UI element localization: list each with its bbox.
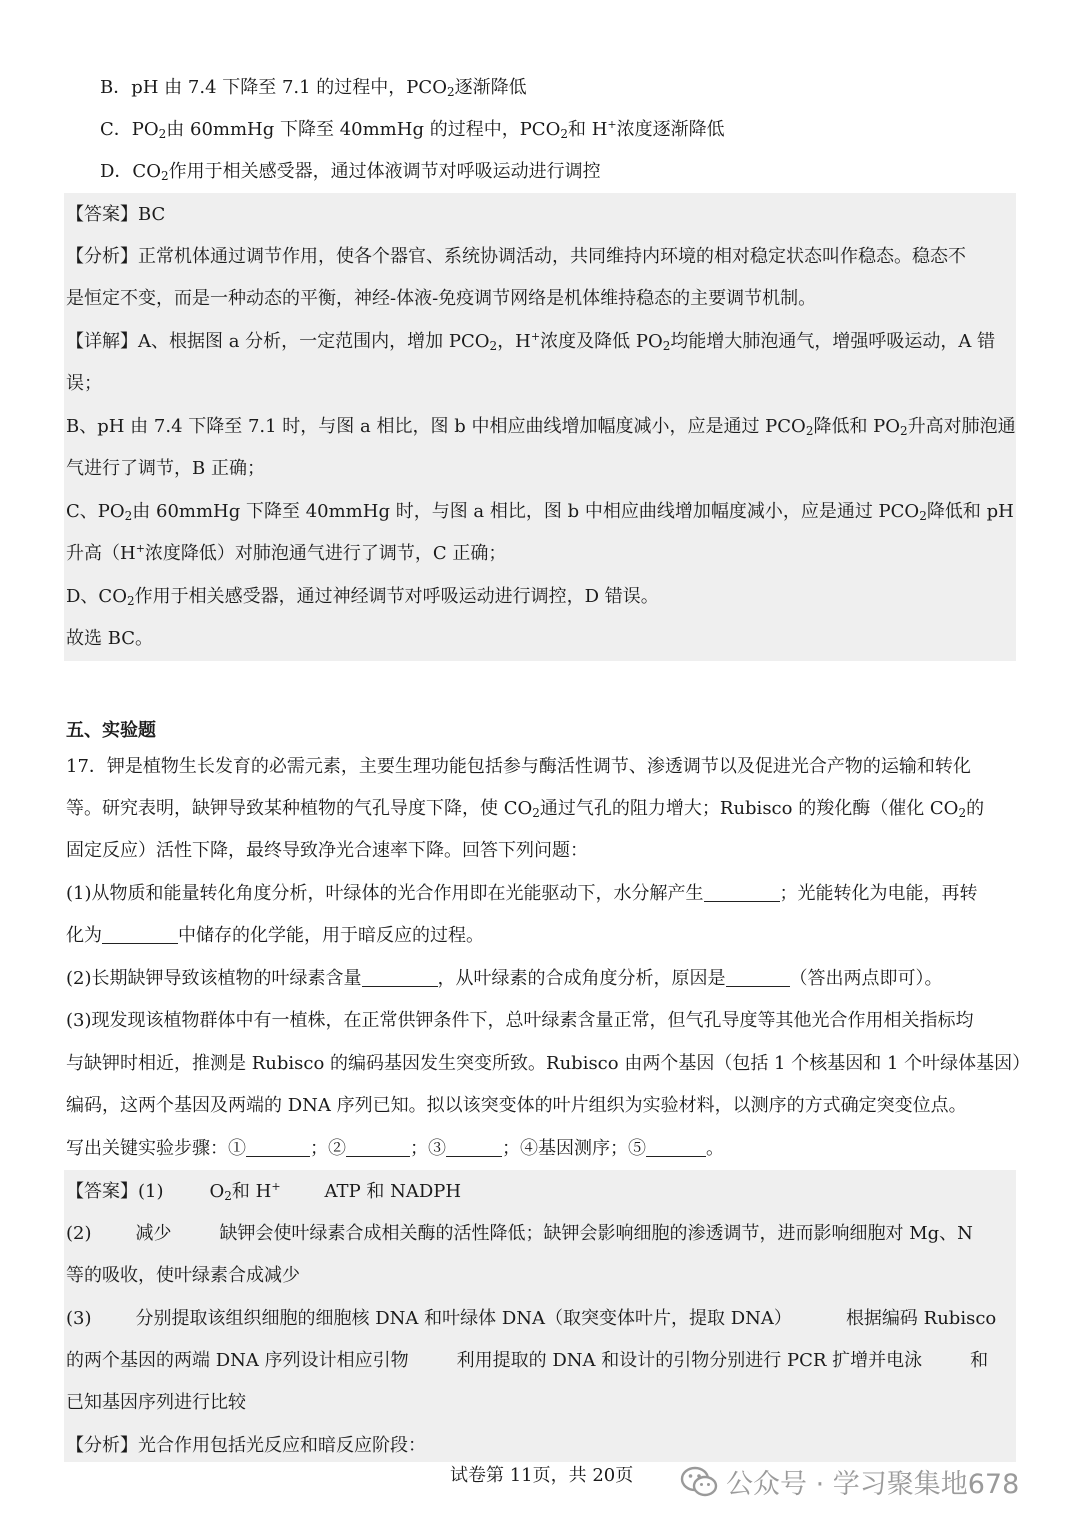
detail-16-line5: C、$PO_2$由 60mmHg 下降至 40mmHg 时，与图 a 相比，图 b 中相应曲线增加幅度减小，应是通过 $PCO_2$降低和 pH: [66, 501, 1014, 523]
option-c: C．$PO_2$由 60mmHg 下降至 40mmHg 的过程中，$PCO_2$和 H+浓度逐渐降低: [100, 118, 725, 141]
detail-16-line4: 气进行了调节，B 正确；: [66, 458, 265, 479]
watermark-text: 公众号 · 学习聚集地678: [726, 1469, 1020, 1500]
watermark: [680, 1462, 1019, 1501]
option-b: B．pH 由 7.4 下降至 7.1 的过程中，$PCO_2$逐渐降低: [100, 77, 527, 99]
q17-line2: 等。研究表明，缺钾导致某种植物的气孔导度下降，使 $CO_2$通过气孔的阻力增大；Rubisco 的羧化酶（催化 $CO_2$的: [66, 798, 985, 820]
detail-16-line2: 误；: [66, 373, 102, 394]
answer-blank[interactable]: [102, 925, 178, 944]
detail-16-line1: 【详解】A、根据图 a 分析，一定范围内，增加 $PCO_2$，H+浓度及降低 $PO_2$均能增大肺泡通气，增强呼吸运动，A 错: [66, 330, 996, 353]
answer-blank[interactable]: [726, 968, 790, 987]
section-title: 五、实验题: [66, 720, 156, 741]
q17-part3-line3: 编码，这两个基因及两端的 DNA 序列已知。拟以该突变体的叶片组织为实验材料，以测序的方式确定突变位点。: [66, 1095, 967, 1116]
analysis-17: 【分析】光合作用包括光反应和暗反应阶段：: [66, 1435, 426, 1456]
q17-part1-line1: (1)从物质和能量转化角度分析，叶绿体的光合作用即在光能驱动下，水分解产生 ；光能转化为电能，再转: [66, 883, 978, 904]
answer-blank[interactable]: [704, 883, 780, 902]
answer-blank[interactable]: [446, 1138, 502, 1157]
detail-16-line6: 升高（H+浓度降低）对肺泡通气进行了调节，C 正确；: [66, 542, 507, 564]
analysis-16-line1: 【分析】正常机体通过调节作用，使各个器官、系统协调活动，共同维持内环境的相对稳定状态叫作稳态。稳态不: [66, 246, 966, 267]
q17-part3-line2: 与缺钾时相近，推测是 Rubisco 的编码基因发生突变所致。Rubisco 由两个基因（包括 1 个核基因和 1 个叶绿体基因）: [66, 1053, 1031, 1074]
q17-line3: 固定反应）活性下降，最终导致净光合速率下降。回答下列问题：: [66, 840, 588, 861]
q17-line1: 17．钾是植物生长发育的必需元素，主要生理功能包括参与酶活性调节、渗透调节以及促进光合产物的运输和转化: [66, 756, 971, 777]
q17-part3-line4: 写出关键实验步骤：① ；② ；③ ；④基因测序；⑤ 。: [66, 1138, 724, 1159]
q17-part3-line1: (3)现发现该植物群体中有一植株，在正常供钾条件下，总叶绿素含量正常，但气孔导度等其他光合作用相关指标均: [66, 1010, 974, 1031]
detail-16-line3: B、pH 由 7.4 下降至 7.1 时，与图 a 相比，图 b 中相应曲线增加幅度减小，应是通过 $PCO_2$降低和 $PO_2$升高对肺泡通: [66, 416, 1016, 438]
analysis-16-line2: 是恒定不变，而是一种动态的平衡，神经-体液-免疫调节网络是机体维持稳态的主要调节机制。: [66, 288, 817, 309]
q17-part2: (2)长期缺钾导致该植物的叶绿素含量 ，从叶绿素的合成角度分析，原因是 （答出两点即可）。: [66, 968, 943, 989]
detail-16-line8: 故选 BC。: [66, 628, 154, 649]
answer-17-part3-line1: (3) 分别提取该组织细胞的细胞核 DNA 和叶绿体 DNA（取突变体叶片，提取 DNA） 根据编码 Rubisco: [66, 1308, 997, 1329]
answer-17-part3-line2: 的两个基因的两端 DNA 序列设计相应引物 利用提取的 DNA 和设计的引物分别进行 PCR 扩增并电泳 和: [66, 1350, 989, 1371]
q17-part1-line2: 化为 中储存的化学能，用于暗反应的过程。: [66, 925, 484, 946]
detail-16-line7: D、$CO_2$作用于相关感受器，通过神经调节对呼吸运动进行调控，D 错误。: [66, 586, 659, 608]
answer-blank[interactable]: [346, 1138, 410, 1157]
answer-17-part2-line2: 等的吸收，使叶绿素合成减少: [66, 1265, 300, 1286]
answer-16: 【答案】BC: [66, 204, 166, 225]
answer-blank[interactable]: [646, 1138, 706, 1157]
answer-17-part2-line1: (2) 减少 缺钾会使叶绿素合成相关酶的活性降低；缺钾会影响细胞的渗透调节，进而影响细胞对 Mg、N: [66, 1223, 973, 1244]
answer-17-part1: 【答案】(1) $O_2$和 H+ ATP 和 NADPH: [66, 1180, 462, 1203]
answer-17-part3-line3: 已知基因序列进行比较: [66, 1392, 246, 1413]
wechat-icon: [680, 1465, 718, 1499]
page-footer: 试卷第 11页，共 20页: [450, 1465, 634, 1486]
option-d: D．$CO_2$作用于相关感受器，通过体液调节对呼吸运动进行调控: [100, 161, 601, 183]
answer-blank[interactable]: [246, 1138, 310, 1157]
answer-blank[interactable]: [362, 968, 438, 987]
